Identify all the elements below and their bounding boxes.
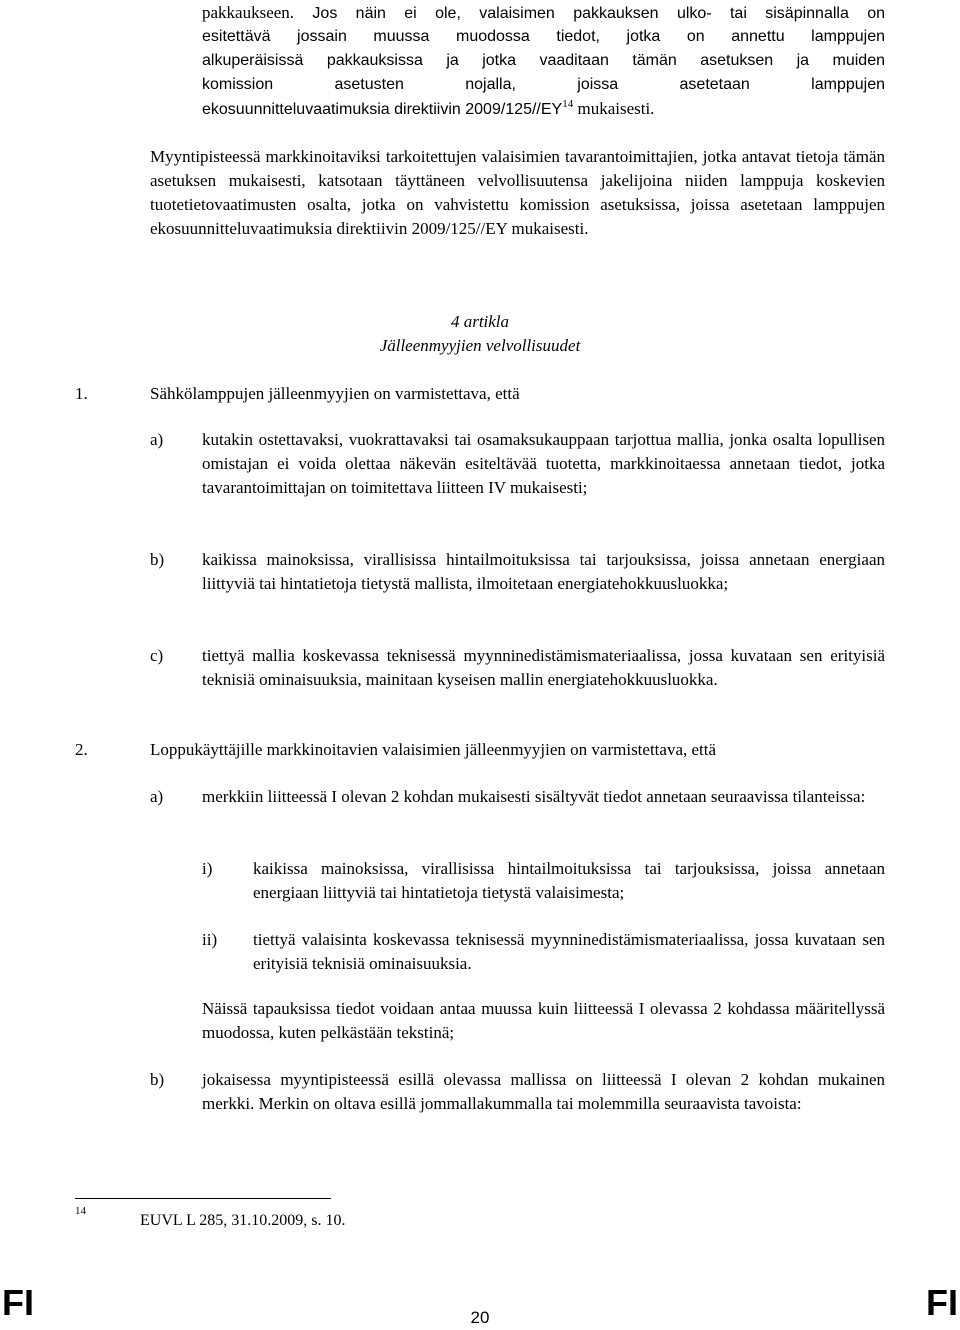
section-2-subitem-ii-text: tiettyä valaisinta koskevassa teknisessä myynninedistämismateriaalissa, jossa kuvataan sen erityisiä teknisiä ominaisuuksia.: [253, 930, 885, 973]
top-line-4: komission asetusten nojalla, joissa asetetaan lamppujen: [202, 76, 885, 93]
page-number: 20: [470, 1308, 490, 1327]
section-1-item-c-label: c): [150, 646, 164, 665]
footnote-number: 14: [75, 1205, 86, 1217]
section-1-item-b-label: b): [150, 550, 165, 569]
footnote-text: EUVL L 285, 31.10.2009, s. 10.: [140, 1212, 346, 1229]
section-1-item-c-text: tiettyä mallia koskevassa teknisessä myynninedistämismateriaalissa, jossa kuvataan sen erityisiä teknisiä ominaisuuksia, mainitaan kyseisen mallin energiatehokkuusluokka.: [202, 646, 885, 689]
section-2-item-a-note: Näissä tapauksissa tiedot voidaan antaa muussa kuin liitteessä I olevassa 2 kohdassa määritellyssä muodossa, kuten pelkästään tekstinä;: [202, 999, 885, 1042]
footnote-separator: [75, 1198, 331, 1199]
top-line-2: esitettävä jossain muussa muodossa tiedot, jotka on annettu lamppujen: [202, 28, 885, 45]
language-code-right: FI: [926, 1282, 958, 1323]
section-1-item-b-text: kaikissa mainoksissa, virallisissa hintailmoituksissa tai tarjouksissa, joissa annetaan energiaan liittyviä tai hintatietoja tietystä mallista, ilmoitetaan energiatehokkuusluokka;: [202, 550, 885, 593]
article-title: Jälleenmyyjien velvollisuudet: [379, 336, 581, 355]
section-1-intro: Sähkölamppujen jälleenmyyjien on varmistettava, että: [150, 384, 520, 403]
language-code-left: FI: [2, 1282, 34, 1323]
top-line-1-a: pakkaukseen.: [202, 3, 295, 22]
section-2-item-a-label: a): [150, 787, 164, 806]
footnote-reference: 14: [562, 98, 574, 110]
article-number: 4 artikla: [450, 312, 510, 331]
section-2-item-b-text: jokaisessa myyntipisteessä esillä olevassa mallissa on liitteessä I olevan 2 kohdan mukainen merkki. Merkin on oltava esillä jommallakummalla tai molemmilla seuraavista tavoista:: [202, 1070, 885, 1113]
section-2-intro: Loppukäyttäjille markkinoitavien valaisimien jälleenmyyjien on varmistettava, että: [150, 740, 717, 759]
section-2-number: 2.: [75, 740, 88, 759]
supplier-obligation-paragraph: Myyntipisteessä markkinoitaviksi tarkoitettujen valaisimien tavarantoimittajien, jotka antavat tietoja tämän asetuksen mukaisesti, katsotaan täyttäneen velvollisuutensa jakelijoina niiden lamppuja koskevien tuotetietovaatimusten osalta, jotka on vahvistettu komission asetuksissa, joissa asetetaan lamppujen ekosuunnitteluvaatimuksia direktiivin 2009/125//EY mukaisesti.: [150, 147, 885, 238]
section-2-subitem-ii-label: ii): [202, 930, 218, 949]
top-line-5-a: ekosuunnitteluvaatimuksia direktiivin 2009/125//EY: [202, 101, 563, 118]
section-1-item-a-label: a): [150, 430, 164, 449]
section-1-number: 1.: [75, 384, 88, 403]
section-2-item-b-label: b): [150, 1070, 165, 1089]
top-line-1: [202, 1, 885, 26]
top-line-5-b: mukaisesti.: [573, 99, 655, 118]
section-1-item-a-text: kutakin ostettavaksi, vuokrattavaksi tai osamaksukauppaan tarjottua mallia, jonka osalta lopullisen omistajan ei voida olettaa näkevän esiteltävää tuotetta, markkinoitaessa annetaan tiedot, jotka tavarantoimittajan on toimitettava liitteen IV mukaisesti;: [202, 430, 885, 497]
section-2-item-a-text: merkkiin liitteessä I olevan 2 kohdan mukaisesti sisältyvät tiedot annetaan seuraavissa tilanteissa:: [202, 787, 866, 806]
section-2-subitem-i-text: kaikissa mainoksissa, virallisissa hintailmoituksissa tai tarjouksissa, joissa annetaan energiaan liittyviä tai hintatietoja tietystä valaisimesta;: [253, 859, 885, 902]
top-line-5: [202, 97, 885, 122]
section-2-subitem-i-label: i): [202, 859, 213, 878]
top-line-1-b: Jos näin ei ole, valaisimen pakkauksen ulko- tai sisäpinnalla on: [294, 5, 885, 22]
top-line-3: alkuperäisissä pakkauksissa ja jotka vaaditaan tämän asetuksen ja muiden: [202, 52, 885, 69]
